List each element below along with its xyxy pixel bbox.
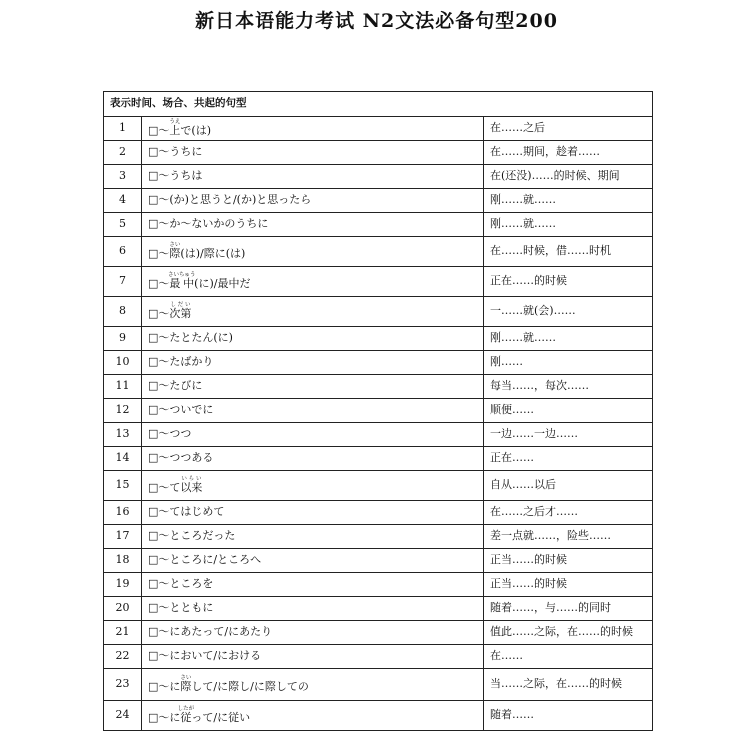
row-number: 22 xyxy=(104,645,142,669)
table-row xyxy=(104,621,653,645)
furigana-word: 以来いらい xyxy=(180,476,203,495)
table-row xyxy=(104,297,653,327)
pattern-meaning: 正当……的时候 xyxy=(484,573,653,597)
table-row xyxy=(104,573,653,597)
grammar-table xyxy=(103,91,653,731)
table-row xyxy=(104,645,653,669)
pattern-meaning: 一……就(会)…… xyxy=(484,297,653,327)
grammar-pattern: □～ところに/ところへ xyxy=(142,549,484,573)
pattern-meaning: 随着…… xyxy=(484,701,653,731)
furigana-word: 最中さいちゅう xyxy=(168,272,196,291)
grammar-pattern: □～たびに xyxy=(142,375,484,399)
table-row xyxy=(104,375,653,399)
table-row xyxy=(104,669,653,701)
pattern-meaning: 一边……一边…… xyxy=(484,423,653,447)
row-number: 1 xyxy=(104,117,142,141)
row-number: 3 xyxy=(104,165,142,189)
grammar-pattern: □～ところだった xyxy=(142,525,484,549)
grammar-pattern: □～たとたん(に) xyxy=(142,327,484,351)
grammar-pattern: □～か～ないかのうちに xyxy=(142,213,484,237)
pattern-meaning: 差一点就……，险些…… xyxy=(484,525,653,549)
table-row xyxy=(104,501,653,525)
table-row xyxy=(104,399,653,423)
table-row xyxy=(104,117,653,141)
grammar-pattern: □～つつ xyxy=(142,423,484,447)
table-row xyxy=(104,597,653,621)
pattern-meaning: 正当……的时候 xyxy=(484,549,653,573)
pattern-meaning: 自从……以后 xyxy=(484,471,653,501)
grammar-pattern: □～つつある xyxy=(142,447,484,471)
grammar-pattern: □～うちに xyxy=(142,141,484,165)
row-number: 9 xyxy=(104,327,142,351)
table-row xyxy=(104,213,653,237)
pattern-meaning: 在……期间，趁着…… xyxy=(484,141,653,165)
pattern-meaning: 在……时候，借……时机 xyxy=(484,237,653,267)
row-number: 11 xyxy=(104,375,142,399)
pattern-meaning: 正在…… xyxy=(484,447,653,471)
furigana-word: 際さい xyxy=(169,242,181,261)
table-row xyxy=(104,141,653,165)
page-title: 新日本语能力考试 N2文法必备句型200 xyxy=(195,10,558,32)
table-row xyxy=(104,471,653,501)
pattern-meaning: 刚……就…… xyxy=(484,327,653,351)
grammar-pattern: □～に従したがって/に従い xyxy=(142,701,484,731)
pattern-meaning: 在…… xyxy=(484,645,653,669)
pattern-meaning: 刚……就…… xyxy=(484,189,653,213)
furigana-word: 従したが xyxy=(177,706,195,725)
grammar-pattern: □～て以来いらい xyxy=(142,471,484,501)
grammar-pattern: □～ついでに xyxy=(142,399,484,423)
pattern-meaning: 正在……的时候 xyxy=(484,267,653,297)
row-number: 14 xyxy=(104,447,142,471)
row-number: 8 xyxy=(104,297,142,327)
row-number: 18 xyxy=(104,549,142,573)
table-row xyxy=(104,447,653,471)
row-number: 2 xyxy=(104,141,142,165)
table-row xyxy=(104,701,653,731)
row-number: 17 xyxy=(104,525,142,549)
row-number: 10 xyxy=(104,351,142,375)
table-row xyxy=(104,165,653,189)
grammar-pattern: □～とともに xyxy=(142,597,484,621)
section-header: 表示时间、场合、共起的句型 xyxy=(104,92,653,117)
grammar-pattern: □～ところを xyxy=(142,573,484,597)
grammar-pattern: □～最中さいちゅう(に)/最中だ xyxy=(142,267,484,297)
row-number: 21 xyxy=(104,621,142,645)
grammar-pattern: □～次第しだい xyxy=(142,297,484,327)
row-number: 6 xyxy=(104,237,142,267)
row-number: 16 xyxy=(104,501,142,525)
grammar-pattern: □～上うえで(は) xyxy=(142,117,484,141)
pattern-meaning: 值此……之际，在……的时候 xyxy=(484,621,653,645)
grammar-pattern: □～際さい(は)/際に(は) xyxy=(142,237,484,267)
row-number: 15 xyxy=(104,471,142,501)
pattern-meaning: 每当……，每次…… xyxy=(484,375,653,399)
table-row xyxy=(104,351,653,375)
row-number: 12 xyxy=(104,399,142,423)
row-number: 5 xyxy=(104,213,142,237)
pattern-meaning: 顺便…… xyxy=(484,399,653,423)
pattern-meaning: 刚…… xyxy=(484,351,653,375)
row-number: 23 xyxy=(104,669,142,701)
furigana-word: 次第しだい xyxy=(169,302,192,321)
grammar-pattern: □～において/における xyxy=(142,645,484,669)
section-header-row xyxy=(104,92,653,117)
pattern-meaning: 随着……，与……的同时 xyxy=(484,597,653,621)
grammar-pattern: □～うちは xyxy=(142,165,484,189)
furigana-word: 際さい xyxy=(180,675,192,694)
row-number: 24 xyxy=(104,701,142,731)
pattern-meaning: 在(还没)……的时候、期间 xyxy=(484,165,653,189)
grammar-pattern: □～にあたって/にあたり xyxy=(142,621,484,645)
grammar-pattern: □～に際さいして/に際し/に際しての xyxy=(142,669,484,701)
furigana-word: 上うえ xyxy=(169,119,181,138)
grammar-pattern: □～(か)と思うと/(か)と思ったら xyxy=(142,189,484,213)
table-row xyxy=(104,549,653,573)
row-number: 19 xyxy=(104,573,142,597)
table-row xyxy=(104,327,653,351)
pattern-meaning: 刚……就…… xyxy=(484,213,653,237)
grammar-pattern: □～てはじめて xyxy=(142,501,484,525)
table-row xyxy=(104,423,653,447)
grammar-pattern: □～たばかり xyxy=(142,351,484,375)
row-number: 13 xyxy=(104,423,142,447)
row-number: 7 xyxy=(104,267,142,297)
table-row xyxy=(104,267,653,297)
pattern-meaning: 在……之后 xyxy=(484,117,653,141)
pattern-meaning: 当……之际，在……的时候 xyxy=(484,669,653,701)
table-row xyxy=(104,189,653,213)
row-number: 20 xyxy=(104,597,142,621)
pattern-meaning: 在……之后才…… xyxy=(484,501,653,525)
row-number: 4 xyxy=(104,189,142,213)
table-row xyxy=(104,237,653,267)
table-row xyxy=(104,525,653,549)
